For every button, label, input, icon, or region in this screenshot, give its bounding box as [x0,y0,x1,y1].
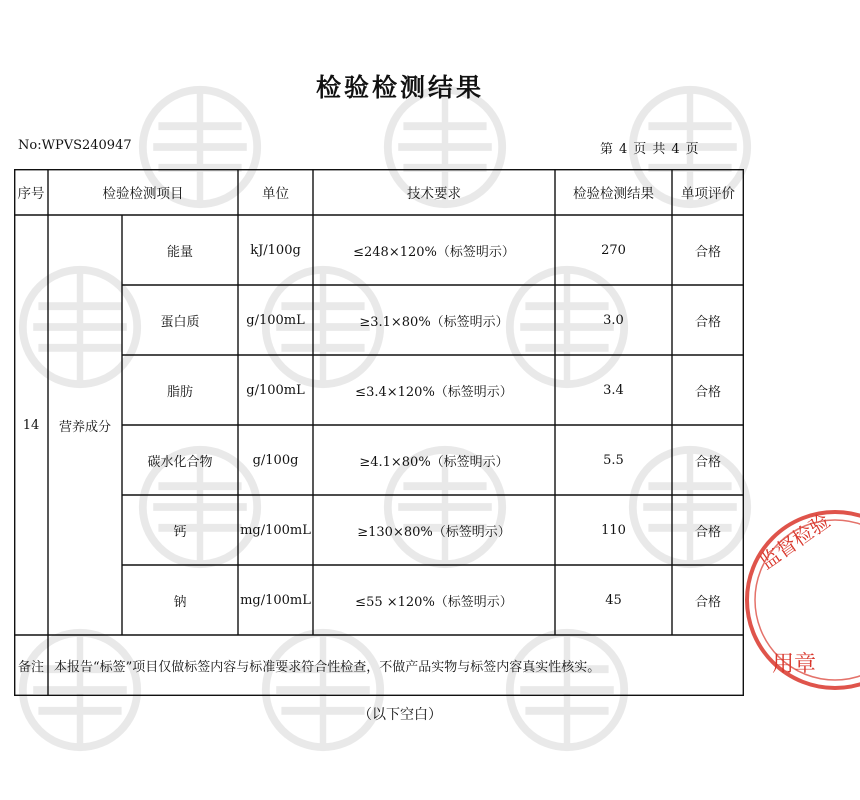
header-unit: 单位 [262,186,289,202]
row-requirement: ≤248×120%（标签明示） [353,244,515,260]
remarks-label: 备注 [17,660,44,675]
row-requirement: ≥3.1×80%（标签明示） [359,314,509,330]
row-item: 蛋白质 [160,314,200,330]
remarks-row [14,635,744,696]
inspection-seal-stamp [740,505,860,695]
row-unit: g/100g [252,452,299,468]
row-requirement: ≤55 ×120%（标签明示） [355,594,513,610]
row-unit: mg/100mL [240,522,311,538]
row-unit: g/100mL [246,312,305,328]
row-requirement: ≤3.4×120%（标签明示） [355,384,513,400]
header-result: 检验检测结果 [573,186,654,202]
header-evaluation: 单项评价 [681,186,735,202]
page-indicator-part: 第 [600,142,614,157]
row-evaluation: 合格 [694,314,721,330]
row-evaluation: 合格 [694,594,721,610]
header-requirement: 技术要求 [407,186,461,202]
page-indicator-part: 页 [685,142,699,157]
row-item: 钠 [173,594,187,610]
page-indicator-part: 共 [652,142,666,157]
group-index: 14 [22,417,40,433]
row-unit: kJ/100g [250,242,301,258]
page-indicator-part: 4 [671,142,680,157]
row-result: 3.0 [603,312,624,328]
row-evaluation: 合格 [694,244,721,260]
row-requirement: ≥130×80%（标签明示） [357,524,511,540]
row-result: 3.4 [603,382,624,398]
row-result: 5.5 [603,452,624,468]
row-item: 碳水化合物 [147,454,213,470]
row-unit: mg/100mL [240,592,311,608]
blank-below-marker: （以下空白） [358,707,442,723]
row-result: 270 [601,242,626,258]
header-test-item: 检验检测项目 [102,186,184,202]
row-requirement: ≥4.1×80%（标签明示） [359,454,509,470]
row-evaluation: 合格 [694,384,721,400]
remarks-text: 本报告“标签”项目仅做标签内容与标准要求符合性检查，不做产品实物与标签内容真实性核实。 [54,660,601,675]
row-unit: g/100mL [246,382,305,398]
page-indicator [600,138,705,157]
row-evaluation: 合格 [694,454,721,470]
row-item: 钙 [173,524,187,540]
row-item: 脂肪 [166,384,193,400]
row-result: 45 [605,592,622,608]
row-item: 能量 [166,244,193,260]
group-name: 营养成分 [58,419,111,435]
page-indicator-part: 4 [619,142,628,157]
svg-text:用章: 用章 [772,652,817,677]
page-indicator-part: 页 [633,142,647,157]
header-index: 序号 [17,186,45,202]
results-table [14,169,744,696]
document-number: No:WPVS240947 [18,138,132,153]
row-result: 110 [601,522,626,538]
svg-text:监督检验: 监督检验 [755,508,835,575]
page-title: 检验检测结果 [315,73,484,102]
row-evaluation: 合格 [694,524,721,540]
